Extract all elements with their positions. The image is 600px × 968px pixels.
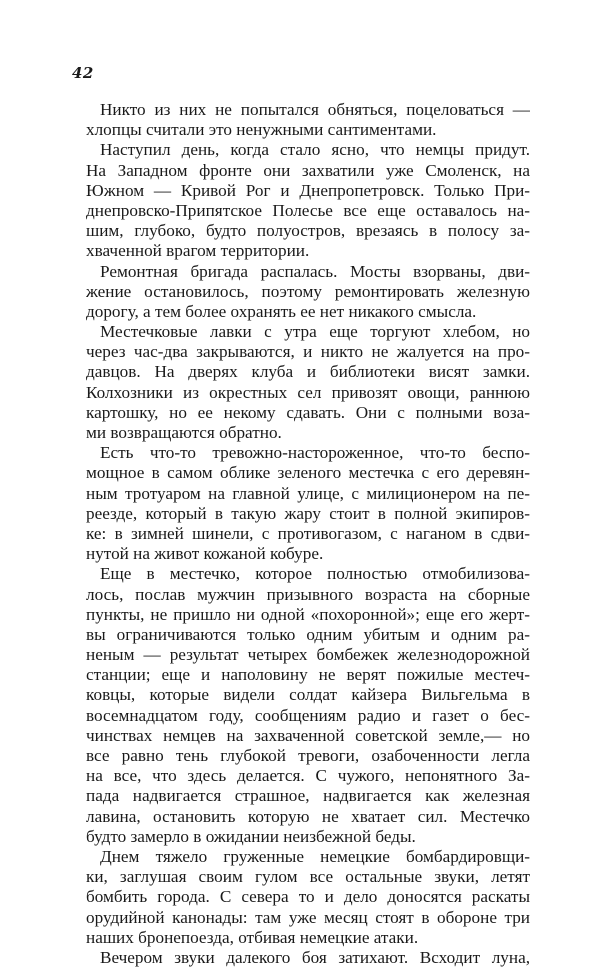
text-line: станции; еще и наполовину не верят пожилые местеч- xyxy=(86,665,530,685)
text-line: дорогу, а тем более охранять ее нет никакого смысла. xyxy=(86,301,477,321)
text-line: Колхозники из окрестных сел привозят овощи, раннюю xyxy=(86,382,530,402)
text-line: днепровско-Припятское Полесье все еще оставалось на- xyxy=(86,200,530,220)
text-line: Есть что-то тревожно-настороженное, что-то беспо- xyxy=(100,443,530,463)
text-line: Ремонтная бригада распалась. Мосты взорваны, дви- xyxy=(100,261,530,281)
text-line: пада надвигается страшное, надвигается как железная xyxy=(86,786,530,806)
text-line: на все, что здесь делается. С чужого, непонятного За- xyxy=(86,766,530,786)
text-line: Никто из них не попытался обняться, поцеловаться — xyxy=(100,100,530,119)
text-line: чинствах немцев на захваченной советской земле,— но xyxy=(86,725,530,745)
text-line: орудийной канонады: там уже месяц стоят в обороне три xyxy=(86,907,530,927)
text-line: жение остановилось, поэтому ремонтировать железную xyxy=(86,281,530,301)
text-line: На Западном фронте они захватили уже Смоленск, на xyxy=(86,160,530,180)
text-line: ки, заглушая своим гулом все остальные звуки, летят xyxy=(86,867,530,887)
text-line: Местечковые лавки с утра еще торгуют хлебом, но xyxy=(100,322,530,342)
text-line: наших бронепоезда, отбивая немецкие атаки. xyxy=(86,927,419,947)
text-line: ми возвращаются обратно. xyxy=(86,423,282,442)
page-number: 42 xyxy=(72,64,94,82)
text-line: нутой на живот кожаной кобуре. xyxy=(86,544,324,564)
text-line: ке: в зимней шинели, с противогазом, с наганом в сдви- xyxy=(86,523,530,543)
text-line: бомбить города. С севера то и дело доносятся раскаты xyxy=(86,887,530,907)
text-line: пункты, не пришло ни одной «похоронной»; еще его жерт- xyxy=(86,604,530,624)
text-line: все равно тень глубокой тревоги, озабоченности легла xyxy=(86,746,530,765)
text-line: Днем тяжело груженные немецкие бомбардировщи- xyxy=(100,846,530,866)
text-line: лавина, остановить которую не хватает сил. Местечко xyxy=(86,806,530,826)
text-line: Вечером звуки далекого боя затихают. Всходит луна, xyxy=(100,947,530,967)
text-line: давцов. На дверях клуба и библиотеки висят замки. xyxy=(86,362,530,382)
text-line: хлопцы считали это ненужными сантиментами. xyxy=(86,120,437,140)
text-line: хваченной врагом территории. xyxy=(86,241,310,261)
text-line: Наступил день, когда стало ясно, что немцы придут. xyxy=(100,140,530,160)
text-line: неным — результат четырех бомбежек железнодорожной xyxy=(86,645,530,665)
text-line: картошку, но ее некому сдавать. Они с полными воза- xyxy=(86,402,530,422)
text-line: восемнадцатом году, сообщениям радио и газет о бес- xyxy=(86,705,530,725)
page-text xyxy=(86,100,530,968)
text-line: реезде, который в такую жару стоит в полной экипиров- xyxy=(86,503,530,523)
text-line: мощное в самом облике зеленого местечка с его деревян- xyxy=(86,463,530,483)
text-line: Южном — Кривой Рог и Днепропетровск. Только При- xyxy=(86,180,530,200)
text-line: Еще в местечко, которое полностью отмобилизова- xyxy=(100,564,530,584)
text-line: через час-два закрываются, и никто не жалуется на про- xyxy=(86,342,530,362)
text-line: вы ограничиваются только одним убитым и одним ра- xyxy=(86,624,530,644)
text-line: будто замерло в ожидании неизбежной беды. xyxy=(86,826,416,846)
text-line: ковцы, которые видели солдат кайзера Вильгельма в xyxy=(86,685,530,705)
text-line: ным тротуаром на главной улице, с милиционером на пе- xyxy=(86,483,530,503)
text-line: шим, глубоко, будто полуостров, врезаясь в полосу за- xyxy=(86,221,530,241)
text-line: лось, послав мужчин призывного возраста на сборные xyxy=(86,584,530,604)
